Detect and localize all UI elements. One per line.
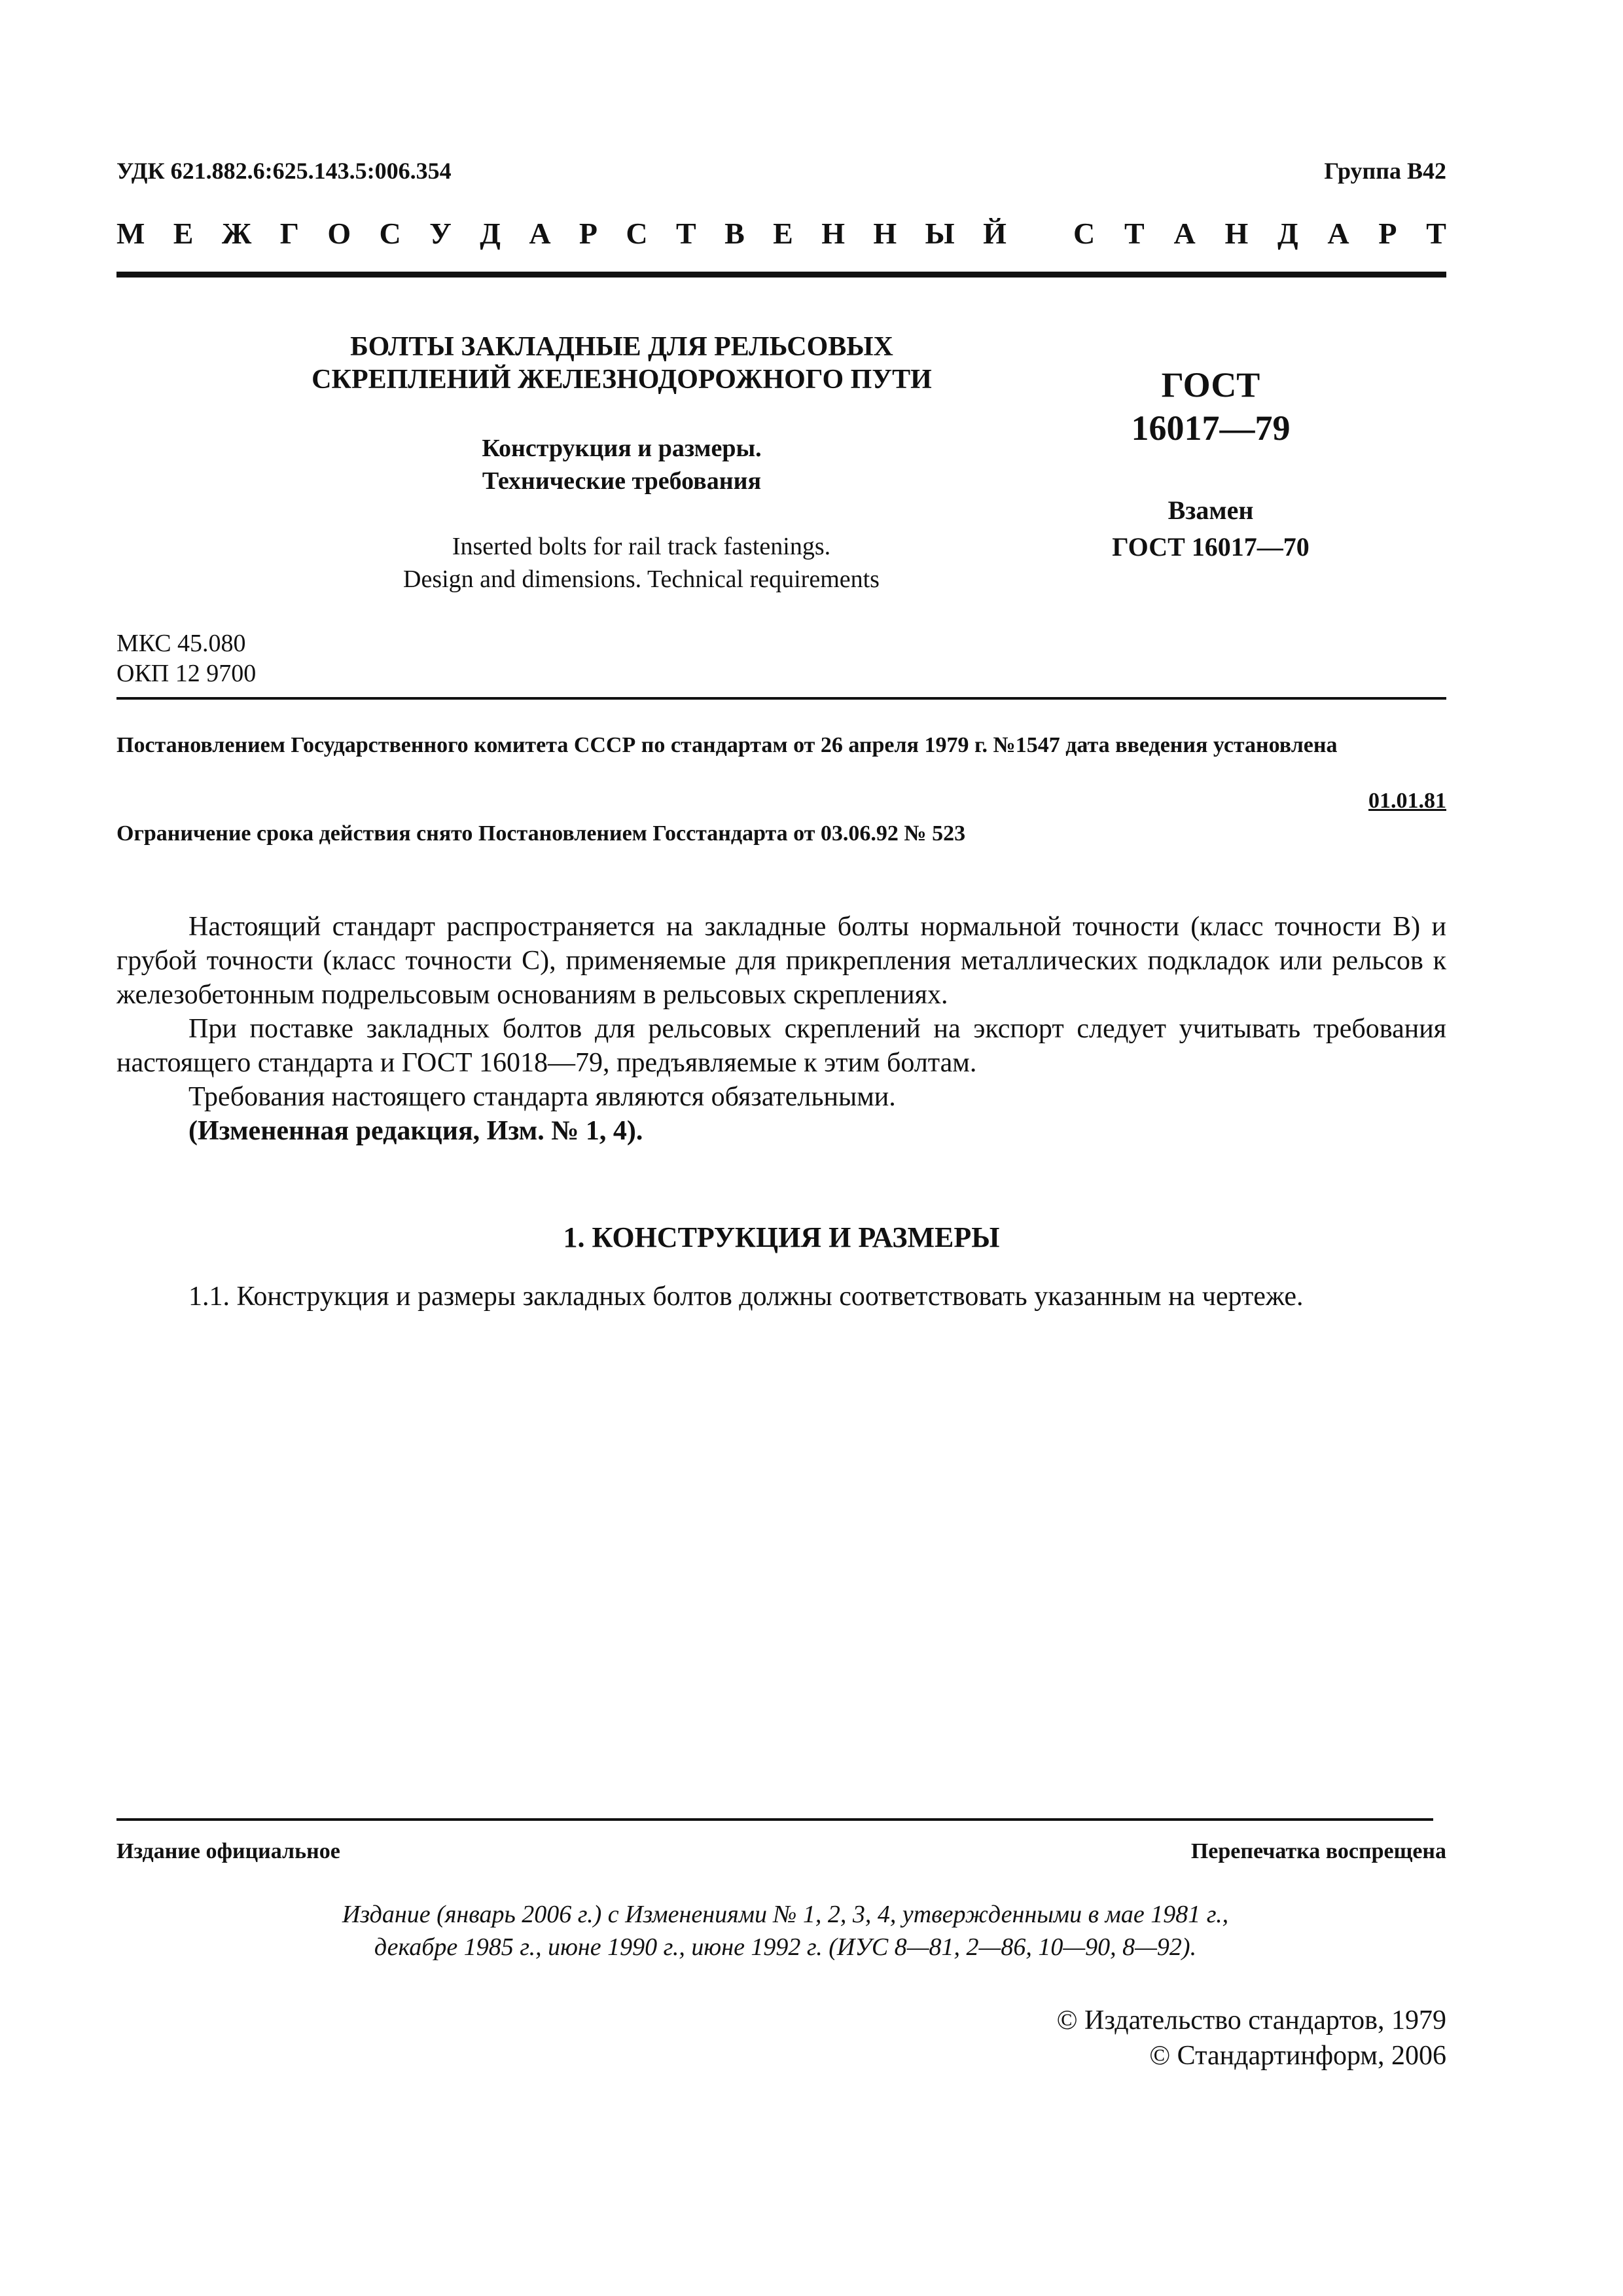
heading-letter: С [1073,217,1096,250]
title-en-line-2: Design and dimensions. Technical requirements [403,565,880,593]
gost-designation [1047,363,1374,450]
mks-code: МКС 45.080 [116,630,246,657]
heading-letter: Р [579,217,598,250]
heading-letter: Д [480,217,501,250]
heading-letter: А [1173,217,1196,250]
udk-code: УДК 621.882.6:625.143.5:006.354 [116,158,452,184]
group-code: Группа В42 [1324,158,1446,184]
document-subtitle-ru [340,432,903,497]
classification-codes [116,628,256,689]
edition-official: Издание официальное [116,1839,340,1863]
title-ru-line-1: БОЛТЫ ЗАКЛАДНЫЕ ДЛЯ РЕЛЬСОВЫХ [350,332,893,362]
replaces-label: Взамен [1168,495,1254,525]
heading-letter: Й [983,217,1007,250]
heading-letter: Ы [925,217,955,250]
heading-letter: Н [1224,217,1249,250]
heading-letter: О [327,217,351,250]
heading-letter: У [429,217,452,250]
heading-letter: Т [1426,217,1446,250]
footer-rule [116,1818,1433,1821]
edition-note [196,1898,1374,1964]
header-rule [116,272,1446,278]
document-title-en [275,530,1008,596]
amendment-note: (Измененная редакция, Изм. № 1, 4). [188,1116,643,1146]
heading-letter: Т [1124,217,1145,250]
copyright-line-2: © Стандартинформ, 2006 [1149,2041,1446,2071]
scope-paragraph-1: Настоящий стандарт распространяется на закладные болты нормальной точности (класс точности В) и грубой точности (класс точности С), применяемые для прикрепления металлических подкладок или рельсов к железобетонным подрельсовым основаниям в рельсовых скреплениях. [116,912,1446,1010]
replaces-number: ГОСТ 16017—70 [1112,532,1310,562]
standard-type-word-1 [116,216,1007,251]
heading-letter: А [529,217,551,250]
title-rule [116,697,1446,700]
document-title-ru [236,331,1008,396]
edition-note-line-1: Издание (январь 2006 г.) с Изменениями № 1, 2, 3, 4, утвержденными в мае 1981 г., [342,1901,1229,1928]
copyright-line-1: © Издательство стандартов, 1979 [1056,2005,1446,2036]
heading-letter: Н [873,217,897,250]
clause-1-1-text: 1.1. Конструкция и размеры закладных болтов должны соответствовать указанным на чертеже. [188,1282,1304,1312]
heading-letter: Е [173,217,194,250]
subtitle-line-1: Конструкция и размеры. [482,435,762,462]
heading-letter: М [116,217,145,250]
heading-letter: Д [1277,217,1298,250]
copyright-block [1057,2003,1446,2073]
heading-letter: Н [821,217,845,250]
reprint-prohibited: Перепечатка воспрещена [1190,1839,1446,1863]
title-en-line-1: Inserted bolts for rail track fastenings. [452,533,831,560]
okp-code: ОКП 12 9700 [116,660,257,687]
standard-type-word-2 [1073,216,1446,251]
scope-paragraph-2: При поставке закладных болтов для рельсовых скреплений на экспорт следует учитывать требования настоящего стандарта и ГОСТ 16018—79, предъявляемые к этим болтам. [116,1014,1446,1078]
scope-section [116,910,1446,1148]
title-ru-line-2: СКРЕПЛЕНИЙ ЖЕЛЕЗНОДОРОЖНОГО ПУТИ [312,365,932,395]
heading-letter: А [1327,217,1349,250]
heading-letter: В [724,217,745,250]
clause-1-1 [116,1280,1446,1314]
heading-letter: Г [279,217,299,250]
standard-type-heading [116,216,1446,251]
gost-number: 16017—79 [1131,408,1291,448]
scope-paragraph-3: Требования настоящего стандарта являются обязательными. [188,1082,896,1112]
heading-letter: С [626,217,648,250]
subtitle-line-2: Технические требования [482,467,762,495]
heading-letter: Т [676,217,696,250]
replaces-block [1047,492,1374,565]
edition-note-line-2: декабре 1985 г., июне 1990 г., июне 1992 г. (ИУС 8—81, 2—86, 10—90, 8—92). [374,1933,1197,1961]
heading-letter: Р [1378,217,1397,250]
heading-letter: С [379,217,401,250]
heading-letter: Ж [221,217,252,250]
heading-letter: Е [773,217,793,250]
limit-removed-note: Ограничение срока действия снято Постановлением Госстандарта от 03.06.92 № 523 [116,821,966,846]
section-1-heading: 1. КОНСТРУКЦИЯ И РАЗМЕРЫ [563,1221,1000,1253]
gost-label: ГОСТ [1161,365,1260,404]
decree-text: Постановлением Государственного комитета СССР по стандартам от 26 апреля 1979 г. №1547 дата введения установлена [116,733,1338,757]
introduction-date: 01.01.81 [1368,789,1446,813]
